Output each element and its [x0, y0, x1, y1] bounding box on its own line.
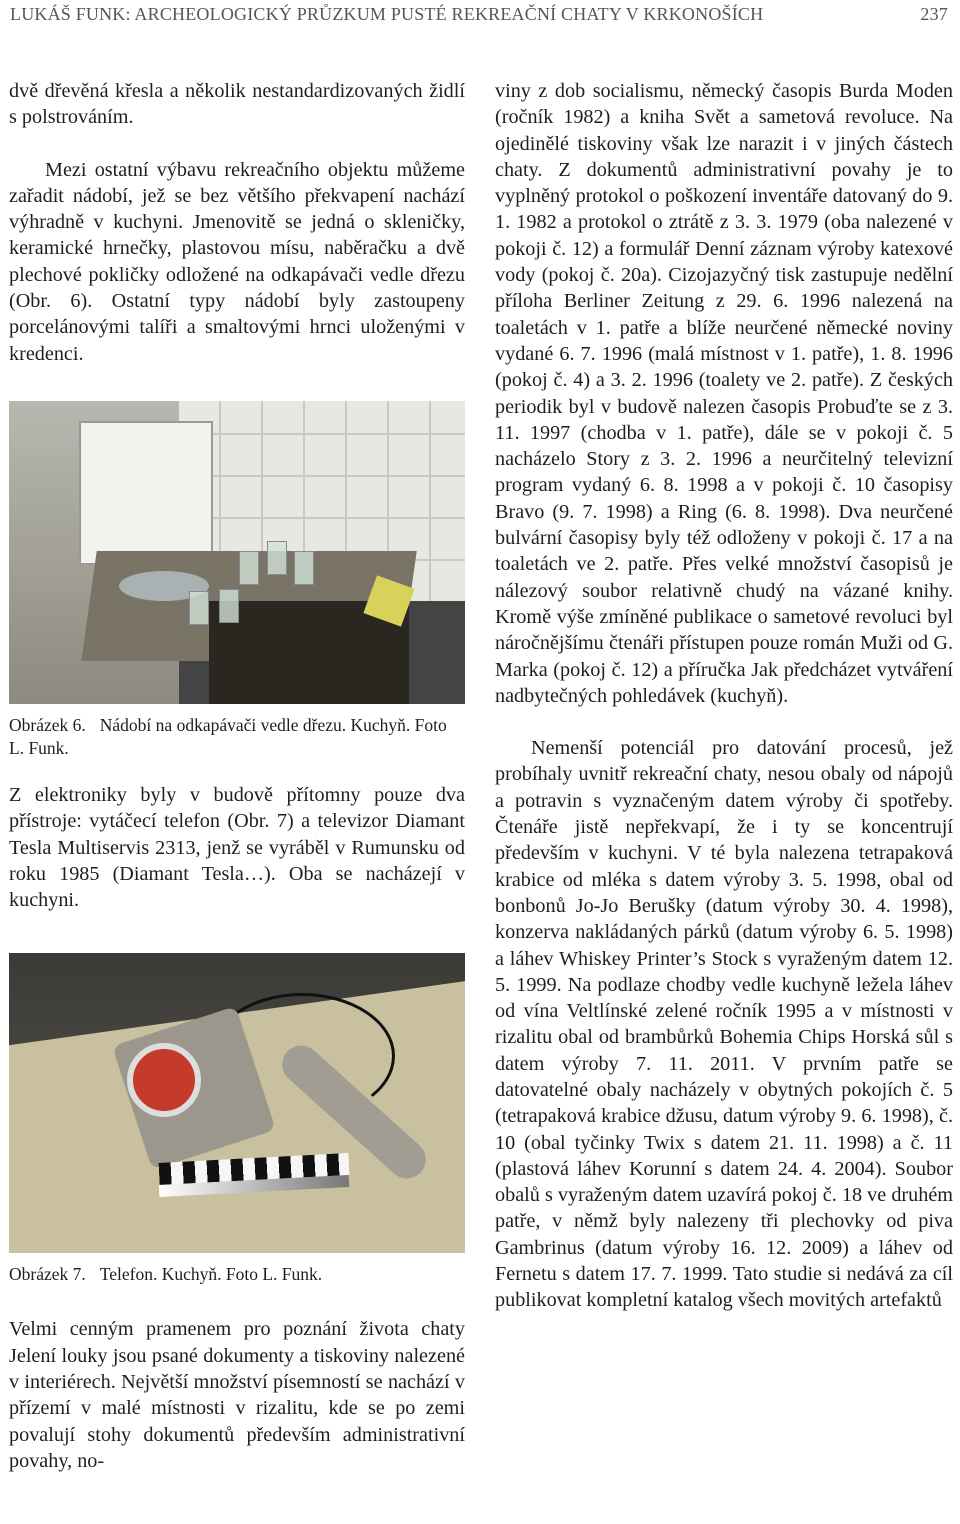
paragraph: Z elektroniky byly v budově přítomny pouze dva přístroje: vytáčecí telefon (Obr. 7) a televizor Diamant Tesla Multiservis 2313, jenž se vyráběl v Rumunsku od roku 1985 (Diamant Tesla…). Oba se nacházejí v kuchyni. [9, 783, 465, 912]
right-column [495, 78, 953, 1314]
figure-7-photo [9, 953, 465, 1253]
paragraph: dvě dřevěná křesla a několik nestandardizovaných židlí s polstrováním. [9, 80, 465, 129]
figure-7-caption [9, 1263, 465, 1286]
figure-6-text: Nádobí na odkapávači vedle dřezu. Kuchyň. Foto L. Funk. [9, 714, 447, 758]
figure-6-caption [9, 714, 465, 760]
paragraph: Mezi ostatní výbavu rekreačního objektu můžeme zařadit nádobí, jež se bez většího překvapení nachází výhradně v kuchyni. Jmenovitě se jedná o skleničky, keramické hrnečky, plastovou mísu, naběračku a dvě plechové pokličky odložené na odkapávači vedle dřezu (Obr. 6). Ostatní typy nádobí byly zastoupeny porcelánovými talíři a smaltovými hrnci uloženými v kredenci. [9, 158, 465, 365]
running-title: LUKÁŠ FUNK: ARCHEOLOGICKÝ PRŮZKUM PUSTÉ REKREAČNÍ CHATY V KRKONOŠÍCH [10, 4, 764, 24]
figure-7-label: Obrázek 7. [9, 1264, 86, 1285]
paragraph: Nemenší potenciál pro datování procesů, jež probíhaly uvnitř rekreační chaty, nesou obaly od nápojů a potravin s vyznačeným datem výroby či spotřeby. Čtenáře jistě nepřekvapí, že i ty se koncentrují především v kuchyni. V té byla nalezena tetrapaková krabice od mléka s datem výroby 3. 5. 1998, obal od bonbonů Jo-Jo Berušky (datum výroby 30. 4. 1998), konzerva nakládaných párků (datum výroby 6. 5. 1998) a láhev Whiskey Printer’s Stock s vyraženým datem 12. 5. 1999. Na podlaze chodby vedle kuchyně ležela láhev od vína Veltlínské zelené ročník 1995 a v místnosti v rizalitu obal od brambůrků Bohemia Chips Horská sůl s datem výroby 7. 11. 2011. V prvním patře se datovatelné obaly nacházely v obytných pokojích č. 5 (tetrapaková krabice džusu, datum výroby 9. 6. 1998), č. 10 (obal tyčinky Twix s datem 21. 11. 1998) a č. 11 (plastová láhev Korunní s datem 24. 4. 2004). Soubor obalů s vyraženým datem uzavírá pokoj č. 18 ve druhém patře, v němž byly nalezeny tři plechovky od piva Gambrinus (datum výroby 16. 12. 2009) a láhev od Fernetu s datem 17. 7. 1999. Tato studie si nedává za cíl publikovat kompletní katalog všech movitých artefaktů [495, 737, 953, 1312]
figure-6-label: Obrázek 6. [9, 714, 86, 735]
left-column [9, 78, 465, 1474]
figure-6-photo [9, 401, 465, 704]
paragraph: viny z dob socialismu, německý časopis Burda Moden (ročník 1982) a kniha Svět a sametová revoluce. Na ojedinělé tiskoviny však lze narazit i v jiných částech chaty. Z dokumentů administrativní povahy je to vyplněný protokol o poškození inventáře datovaný do 9. 1. 1982 a protokol o ztrátě z 3. 3. 1979 (oba nalezené v pokoji č. 12) a formulář Denní záznam výroby katexové vody (pokoj č. 20a). Cizojazyčný tisk zastupuje nedělní příloha Berliner Zeitung z 29. 6. 1996 nalezená na toaletách v 1. patře a blíže neurčené německé noviny vydané 6. 7. 1996 (malá místnost v 1. patře), 1. 8. 1996 (pokoj č. 4) a 3. 2. 1996 (toalety ve 2. patře). Z českých periodik byl v budově nalezen časopis Probuďte se z 3. 11. 1997 (chodba v 1. patře), dále se v pokoji č. 5 nacházelo Story z 3. 2. 1996 a neurčitelný televizní program vydaný 6. 8. 1998 a v pokoji č. 10 časopisy Bravo (9. 7. 1998) a Ring (6. 8. 1998). Dva neurčené bulvární časopisy byly též odloženy v pokoji č. 17 a na toaletách ve 2. patře. Přes velké množství časopisů je nálezový soubor relativně chudý na vázané knihy. Kromě výše zmíněné publikace o sametové revoluci byl náročnějšímu čtenáři přístupen pouze román Muži od G. Marka (pokoj č. 12) a příručka Jak předcházet vytváření nadbytečných pohledávek (kuchyň). [495, 80, 953, 707]
running-header [10, 4, 948, 28]
figure-7-text: Telefon. Kuchyň. Foto L. Funk. [99, 1264, 323, 1285]
paragraph: Velmi cenným pramenem pro poznání života chaty Jelení louky jsou psané dokumenty a tiskoviny nalezené v interiérech. Největší množství písemností se nachází v přízemí v malé místnosti v rizalitu, kde se po zemi povalují stohy dokumentů především administrativní povahy, no- [9, 1318, 465, 1472]
page-number: 237 [920, 4, 948, 24]
